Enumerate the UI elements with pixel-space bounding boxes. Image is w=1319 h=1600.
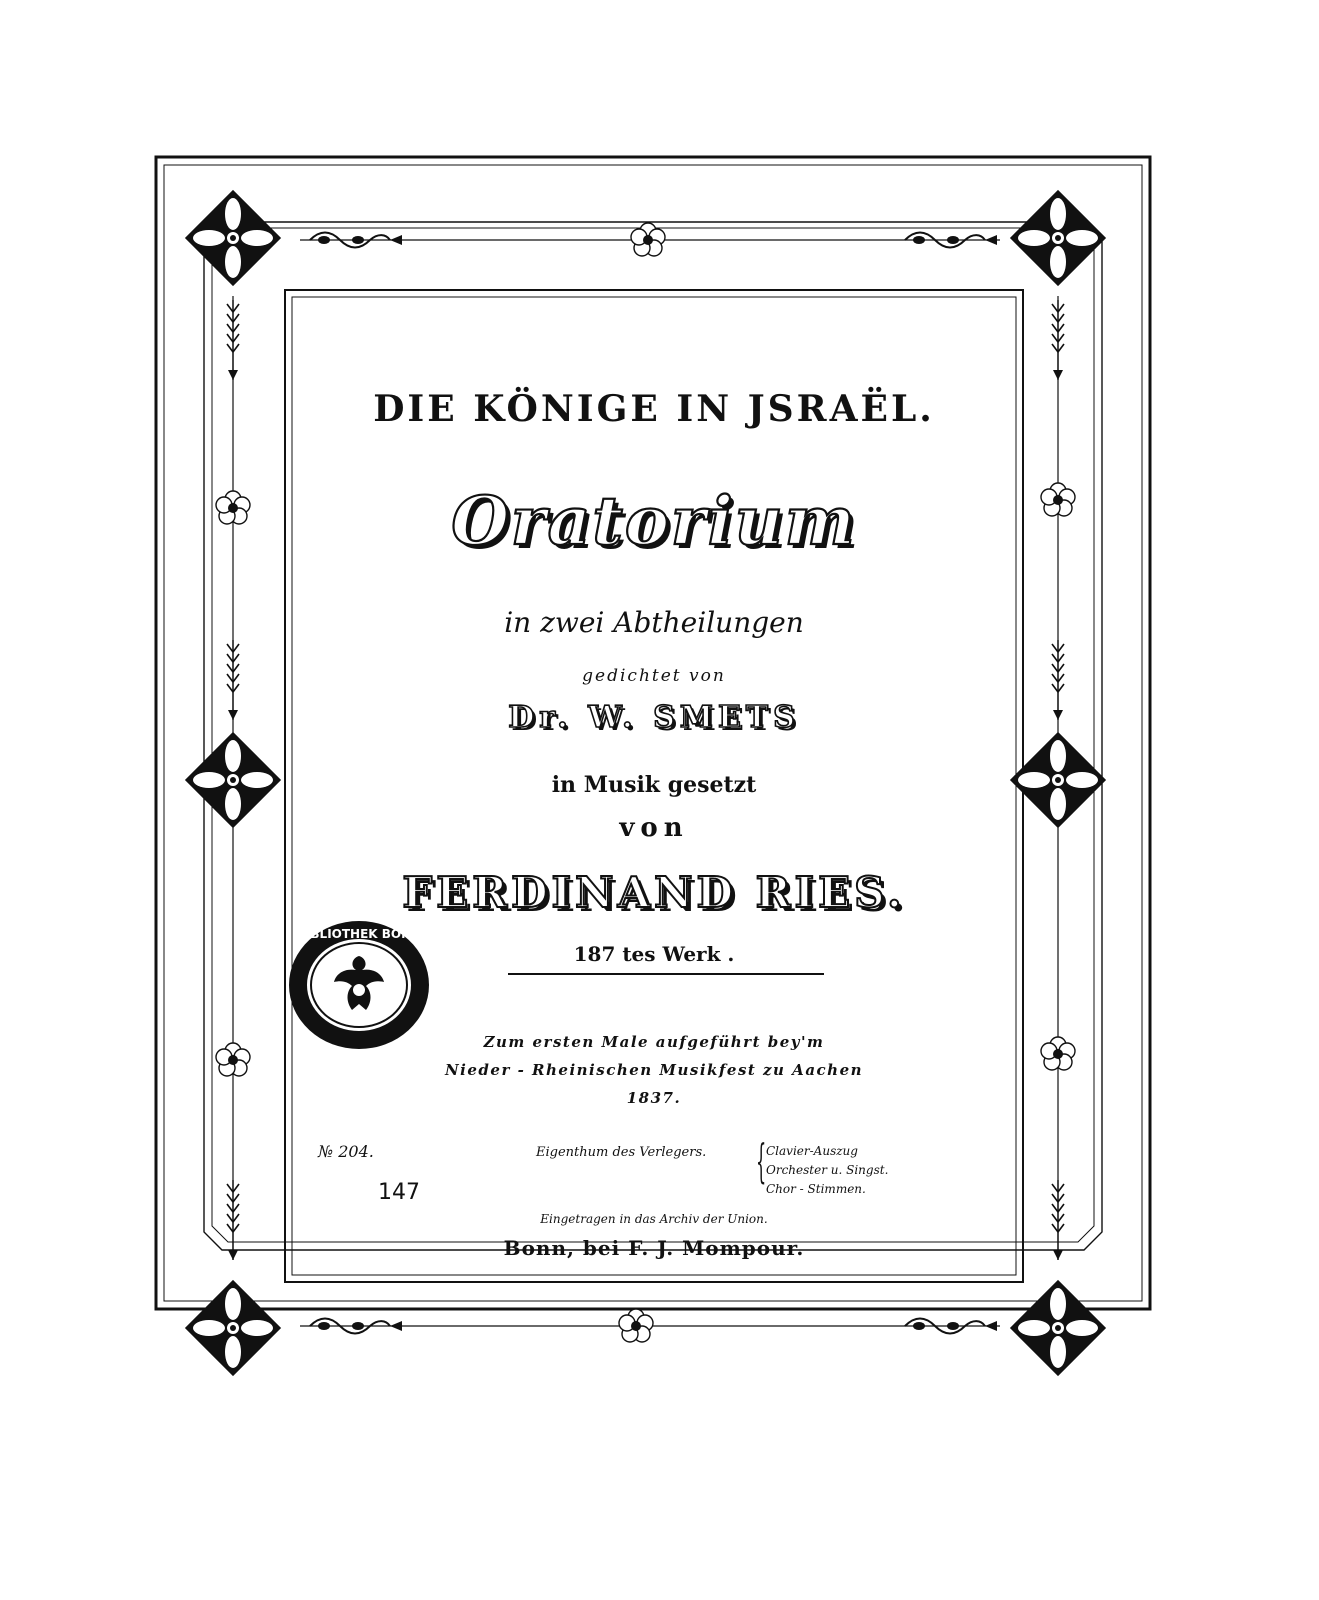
leaf-diamond-icon <box>185 732 281 828</box>
flower-icon <box>1041 1037 1075 1070</box>
library-stamp <box>286 918 432 1052</box>
scroll-ornament-icon <box>905 233 997 248</box>
property-note: Eigenthum des Verlegers. <box>536 1145 707 1160</box>
arrow-icon <box>227 640 239 720</box>
edition-item: Chor - Stimmen. <box>766 1182 866 1196</box>
scroll-ornament-icon <box>905 1319 997 1334</box>
leaf-diamond-icon <box>185 190 281 286</box>
premiere-year: 1837. <box>626 1089 682 1107</box>
publisher-line: Bonn, bei F. J. Mompour. <box>503 1236 805 1260</box>
leaf-diamond-icon <box>1010 190 1106 286</box>
by-line: von <box>619 813 689 843</box>
editions-list <box>766 1142 888 1199</box>
arrow-icon <box>1052 300 1064 380</box>
arrow-icon <box>1052 1180 1064 1260</box>
leaf-diamond-icon <box>185 1280 281 1376</box>
arrow-icon <box>227 1180 239 1260</box>
leaf-diamond-icon <box>1010 732 1106 828</box>
scroll-ornament-icon <box>310 233 402 248</box>
leaf-diamond-icon <box>1010 1280 1106 1376</box>
brace-icon: { <box>756 1134 767 1188</box>
handwritten-number: 147 <box>378 1180 420 1205</box>
flower-icon <box>1041 483 1075 516</box>
work-title: DIE KÖNIGE IN JSRAËL. <box>373 388 935 430</box>
poet-intro: gedichtet von <box>582 666 726 686</box>
arrow-icon <box>227 300 239 380</box>
premiere-line: Zum ersten Male aufgeführt bey'm <box>483 1033 825 1051</box>
poet-name: Dr. W. SMETS <box>508 700 800 735</box>
flower-icon <box>619 1309 653 1342</box>
flower-icon <box>631 223 665 256</box>
genre-title: Oratorium <box>451 482 857 560</box>
flower-icon <box>216 1043 250 1076</box>
divider-rule <box>508 973 824 975</box>
composer-name: FERDINAND RIES. <box>402 868 906 917</box>
edition-item: Clavier-Auszug <box>766 1144 858 1158</box>
plate-number: № 204. <box>318 1142 374 1161</box>
registration-note: Eingetragen in das Archiv der Union. <box>540 1212 768 1226</box>
arrow-icon <box>1052 640 1064 720</box>
setting-line: in Musik gesetzt <box>551 772 757 798</box>
stamp-text: BIBLIOTHEK BONN <box>296 927 422 941</box>
subtitle: in zwei Abtheilungen <box>504 606 804 639</box>
scroll-ornament-icon <box>310 1319 402 1334</box>
flower-icon <box>216 491 250 524</box>
edition-item: Orchester u. Singst. <box>766 1163 889 1177</box>
opus-number: 187 tes Werk . <box>573 942 735 966</box>
premiere-line: Nieder - Rheinischen Musikfest zu Aachen <box>444 1061 864 1079</box>
